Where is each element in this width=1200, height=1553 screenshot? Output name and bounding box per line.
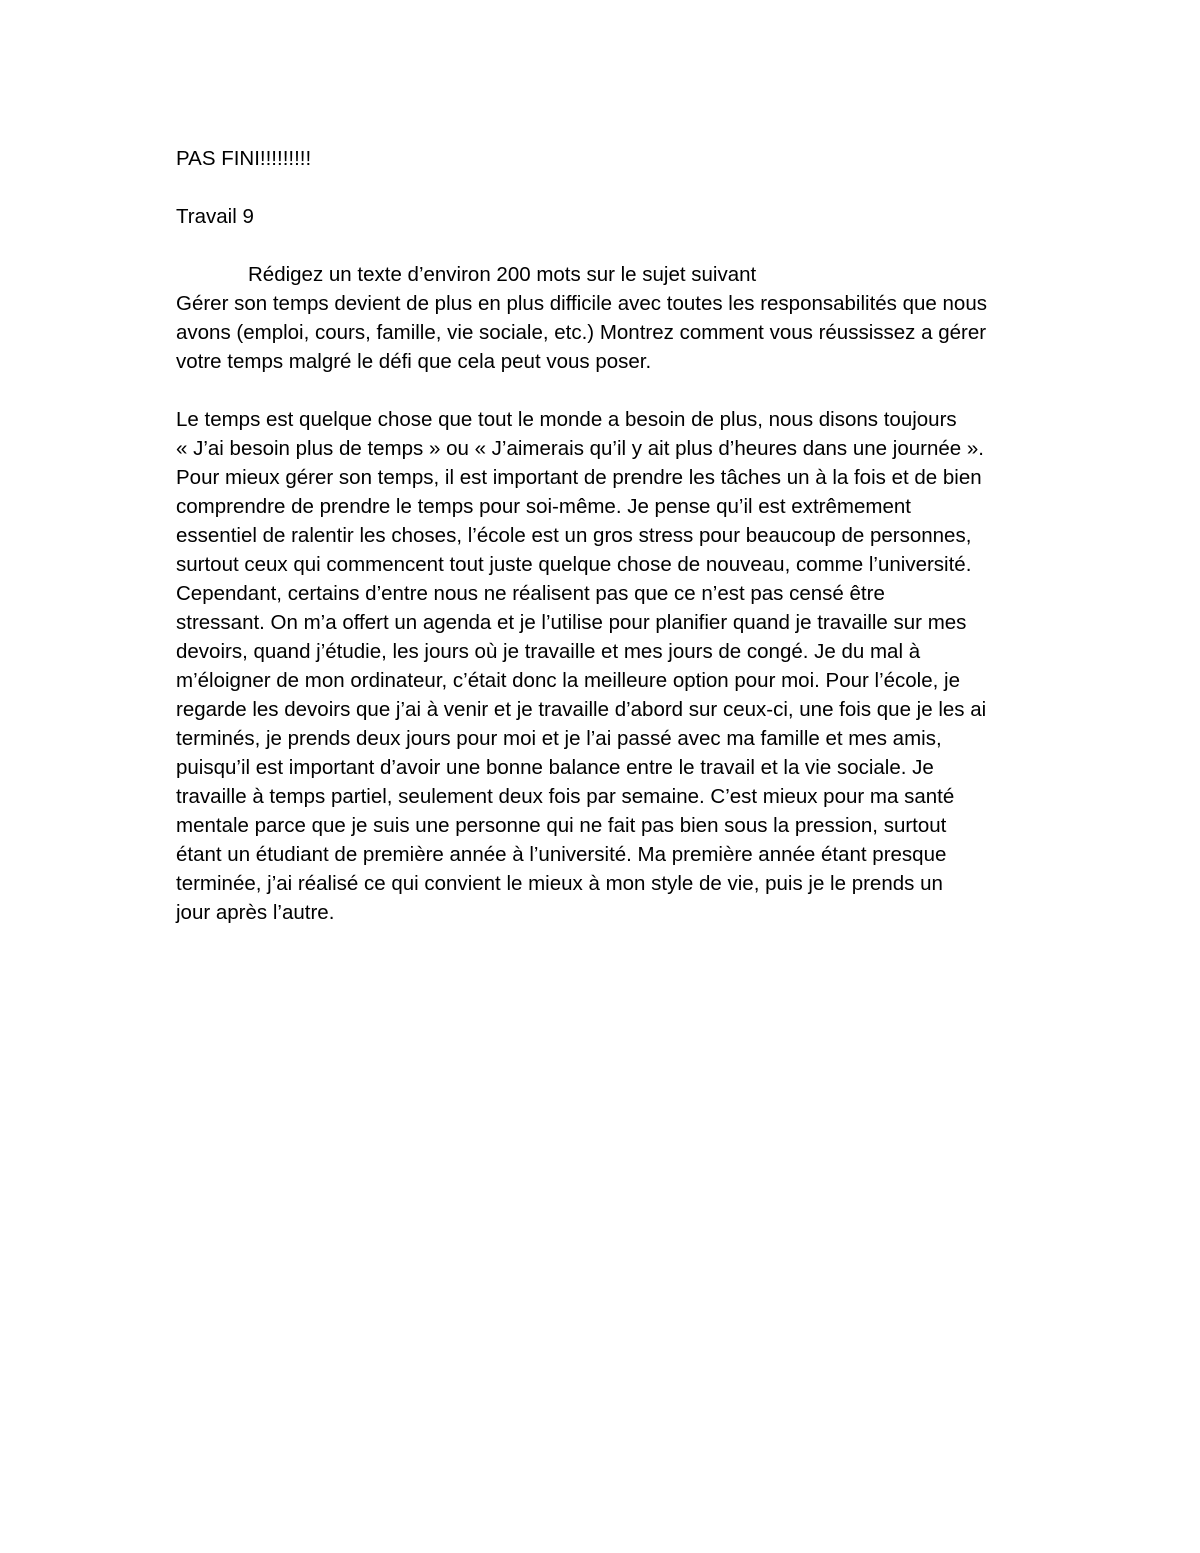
blank-line bbox=[176, 231, 1056, 260]
assignment-title: Travail 9 bbox=[176, 205, 254, 228]
essay-line: devoirs, quand j’étudie, les jours où je travaille et mes jours de congé. Je du mal à bbox=[176, 640, 921, 663]
essay-line: mentale parce que je suis une personne qui ne fait pas bien sous la pression, surtout bbox=[176, 814, 947, 837]
essay-line: travaille à temps partiel, seulement deux fois par semaine. C’est mieux pour ma santé bbox=[176, 785, 955, 808]
essay-line: Cependant, certains d’entre nous ne réalisent pas que ce n’est pas censé être bbox=[176, 582, 885, 605]
essay-line: Le temps est quelque chose que tout le monde a besoin de plus, nous disons toujours bbox=[176, 408, 957, 431]
essay-line: terminée, j’ai réalisé ce qui convient le mieux à mon style de vie, puis je le prends un bbox=[176, 872, 943, 895]
essay-line: « J’ai besoin plus de temps » ou « J’aimerais qu’il y ait plus d’heures dans une journée ». bbox=[176, 437, 984, 460]
blank-line bbox=[176, 173, 1056, 202]
essay-line: jour après l’autre. bbox=[176, 901, 335, 924]
essay-line: étant un étudiant de première année à l’université. Ma première année étant presque bbox=[176, 843, 947, 866]
essay-line: surtout ceux qui commencent tout juste quelque chose de nouveau, comme l’université. bbox=[176, 553, 972, 576]
essay-line: regarde les devoirs que j’ai à venir et je travaille d’abord sur ceux-ci, une fois que je les ai bbox=[176, 698, 987, 721]
essay-line: essentiel de ralentir les choses, l’école est un gros stress pour beaucoup de personnes, bbox=[176, 524, 972, 547]
essay-line: m’éloigner de mon ordinateur, c’était donc la meilleure option pour moi. Pour l’école, je bbox=[176, 669, 960, 692]
essay-line: Pour mieux gérer son temps, il est important de prendre les tâches un à la fois et de bien bbox=[176, 466, 982, 489]
prompt-instruction: Rédigez un texte d’environ 200 mots sur le sujet suivant bbox=[248, 263, 757, 286]
prompt-line: avons (emploi, cours, famille, vie sociale, etc.) Montrez comment vous réussissez a gérer bbox=[176, 321, 987, 344]
blank-line bbox=[176, 376, 1056, 405]
prompt-section bbox=[176, 260, 1056, 376]
document-body bbox=[176, 144, 1056, 927]
essay-line: terminés, je prends deux jours pour moi et je l’ai passé avec ma famille et mes amis, bbox=[176, 727, 942, 750]
essay-line: puisqu’il est important d’avoir une bonne balance entre le travail et la vie sociale. Je bbox=[176, 756, 934, 779]
prompt-line: votre temps malgré le défi que cela peut vous poser. bbox=[176, 350, 652, 373]
prompt-line: Gérer son temps devient de plus en plus difficile avec toutes les responsabilités que nous bbox=[176, 292, 987, 315]
essay-line: stressant. On m’a offert un agenda et je l’utilise pour planifier quand je travaille sur mes bbox=[176, 611, 967, 634]
essay-paragraph bbox=[176, 405, 1056, 927]
essay-line: comprendre de prendre le temps pour soi-même. Je pense qu’il est extrêmement bbox=[176, 495, 911, 518]
status-note: PAS FINI!!!!!!!!! bbox=[176, 147, 312, 170]
